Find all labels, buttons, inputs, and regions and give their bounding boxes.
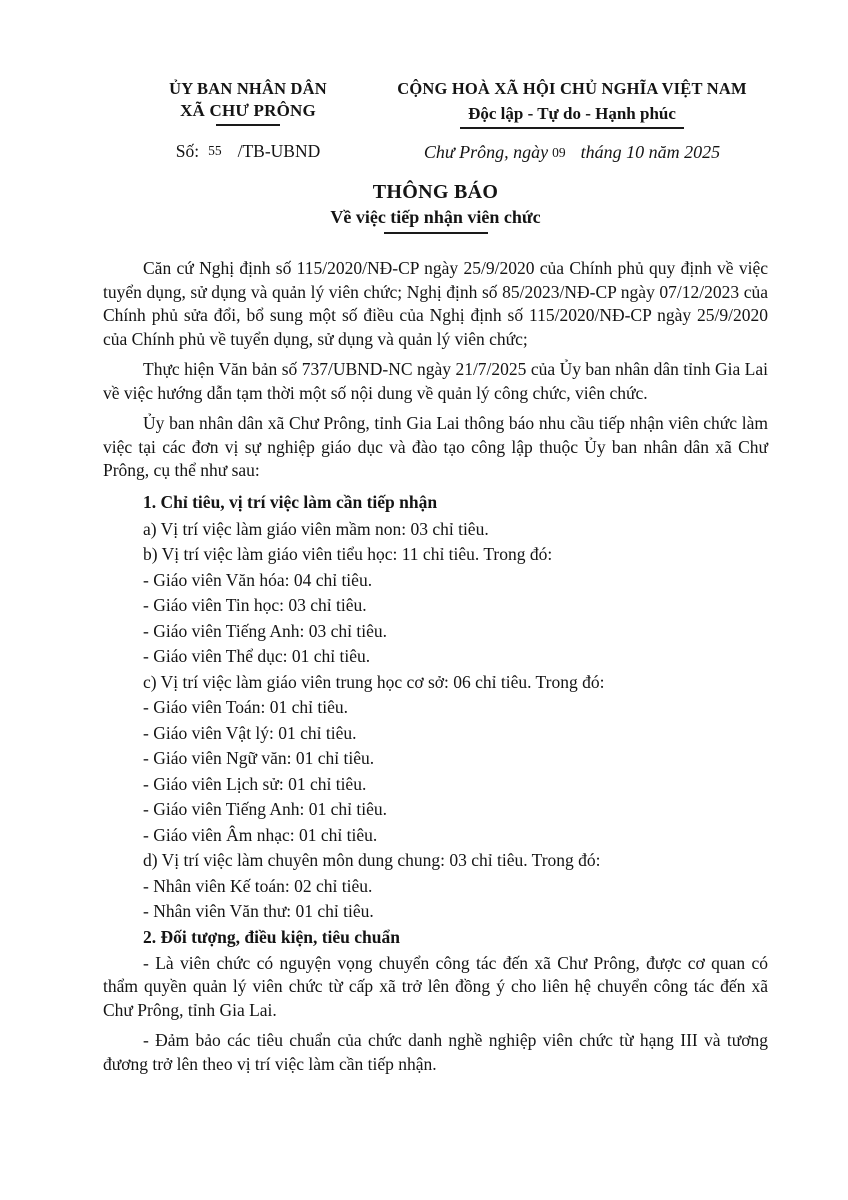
national-header-block: [376, 78, 768, 163]
subtitle-underline-rule: [384, 232, 488, 234]
paragraph: - Là viên chức có nguyện vọng chuyển công tác đến xã Chư Prông, được cơ quan có thẩm quyền quản lý viên chức từ cấp xã trở lên đồng ý cho liên hệ chuyển công tác đến xã Chư Prông, tỉnh Gia Lai.: [103, 952, 768, 1020]
list-item: d) Vị trí việc làm chuyên môn dung chung: 03 chỉ tiêu. Trong đó:: [143, 850, 601, 870]
issuer-underline-rule: [216, 124, 280, 126]
list-item: - Nhân viên Kế toán: 02 chỉ tiêu.: [143, 875, 373, 896]
national-title: CỘNG HOÀ XÃ HỘI CHỦ NGHĨA VIỆT NAM: [397, 79, 747, 98]
paragraph: Căn cứ Nghị định số 115/2020/NĐ-CP ngày 25/9/2020 của Chính phủ quy định về việc tuyển dụng, sử dụng và quản lý viên chức; Nghị định số 85/2023/NĐ-CP ngày 07/12/2023 của Chính phủ sửa đổi, bổ sung một số điều của Nghị định số 115/2020/NĐ-CP ngày 25/9/2020 của Chính phủ về tuyển dụng, sử dụng và quản lý viên chức;: [103, 258, 768, 349]
section-heading: 2. Đối tượng, điều kiện, tiêu chuẩn: [143, 926, 400, 947]
document-body: [103, 257, 768, 1076]
document-number-label: Số:: [175, 141, 200, 161]
list-item: - Giáo viên Ngữ văn: 01 chỉ tiêu.: [143, 748, 375, 768]
document-number-suffix: /TB-UBND: [237, 141, 321, 161]
list-item: - Giáo viên Tiếng Anh: 03 chỉ tiêu.: [143, 620, 388, 641]
issuer-commune: XÃ CHƯ PRÔNG: [180, 101, 316, 120]
document-number-line: [123, 141, 373, 162]
list-item: c) Vị trí việc làm giáo viên trung học cơ sở: 06 chỉ tiêu. Trong đó:: [143, 671, 605, 692]
list-item: - Giáo viên Âm nhạc: 01 chỉ tiêu.: [143, 824, 378, 845]
list-item: - Giáo viên Tiếng Anh: 01 chỉ tiêu.: [143, 799, 388, 819]
list-item: - Giáo viên Tin học: 03 chỉ tiêu.: [143, 595, 367, 615]
national-motto: Độc lập - Tự do - Hạnh phúc: [460, 103, 684, 129]
dateline-prefix: Chư Prông, ngày: [423, 142, 549, 162]
document-title: THÔNG BÁO: [372, 181, 499, 203]
list-item: a) Vị trí việc làm giáo viên mầm non: 03 chỉ tiêu.: [143, 518, 489, 539]
list-item: b) Vị trí việc làm giáo viên tiểu học: 11 chỉ tiêu. Trong đó:: [143, 544, 553, 564]
list-item: - Nhân viên Văn thư: 01 chỉ tiêu.: [143, 901, 374, 921]
document-subtitle: Về việc tiếp nhận viên chức: [330, 207, 541, 227]
list-item: - Giáo viên Thể dục: 01 chỉ tiêu.: [143, 646, 371, 666]
document-header: [103, 78, 768, 163]
list-item: - Giáo viên Toán: 01 chỉ tiêu.: [143, 697, 349, 717]
list-item: - Giáo viên Văn hóa: 04 chỉ tiêu.: [143, 569, 373, 590]
paragraph: Ủy ban nhân dân xã Chư Prông, tỉnh Gia Lai thông báo nhu cầu tiếp nhận viên chức làm việc tại các đơn vị sự nghiệp giáo dục và đào tạo công lập thuộc Ủy ban nhân dân xã Chư Prông, cụ thể như sau:: [103, 413, 768, 480]
issuer-block: [123, 78, 373, 162]
paragraph: Thực hiện Văn bản số 737/UBND-NC ngày 21/7/2025 của Ủy ban nhân dân tỉnh Gia Lai về việc hướng dẫn tạm thời một số nội dung về quản lý công chức, viên chức.: [103, 359, 768, 403]
title-block: [103, 180, 768, 234]
dateline: [376, 142, 768, 163]
list-item: - Giáo viên Lịch sử: 01 chỉ tiêu.: [143, 773, 367, 794]
list-item: - Giáo viên Vật lý: 01 chỉ tiêu.: [143, 722, 357, 743]
dateline-day: 09: [552, 145, 566, 160]
document-number-value: 55: [208, 143, 222, 158]
dateline-rest: tháng 10 năm 2025: [580, 142, 721, 162]
paragraph: - Đảm bảo các tiêu chuẩn của chức danh nghề nghiệp viên chức từ hạng III và tương đương trở lên theo vị trí việc làm cần tiếp nhận.: [103, 1030, 768, 1074]
issuer-name: ỦY BAN NHÂN DÂN: [169, 79, 327, 98]
section-heading: 1. Chỉ tiêu, vị trí việc làm cần tiếp nhận: [143, 491, 438, 512]
